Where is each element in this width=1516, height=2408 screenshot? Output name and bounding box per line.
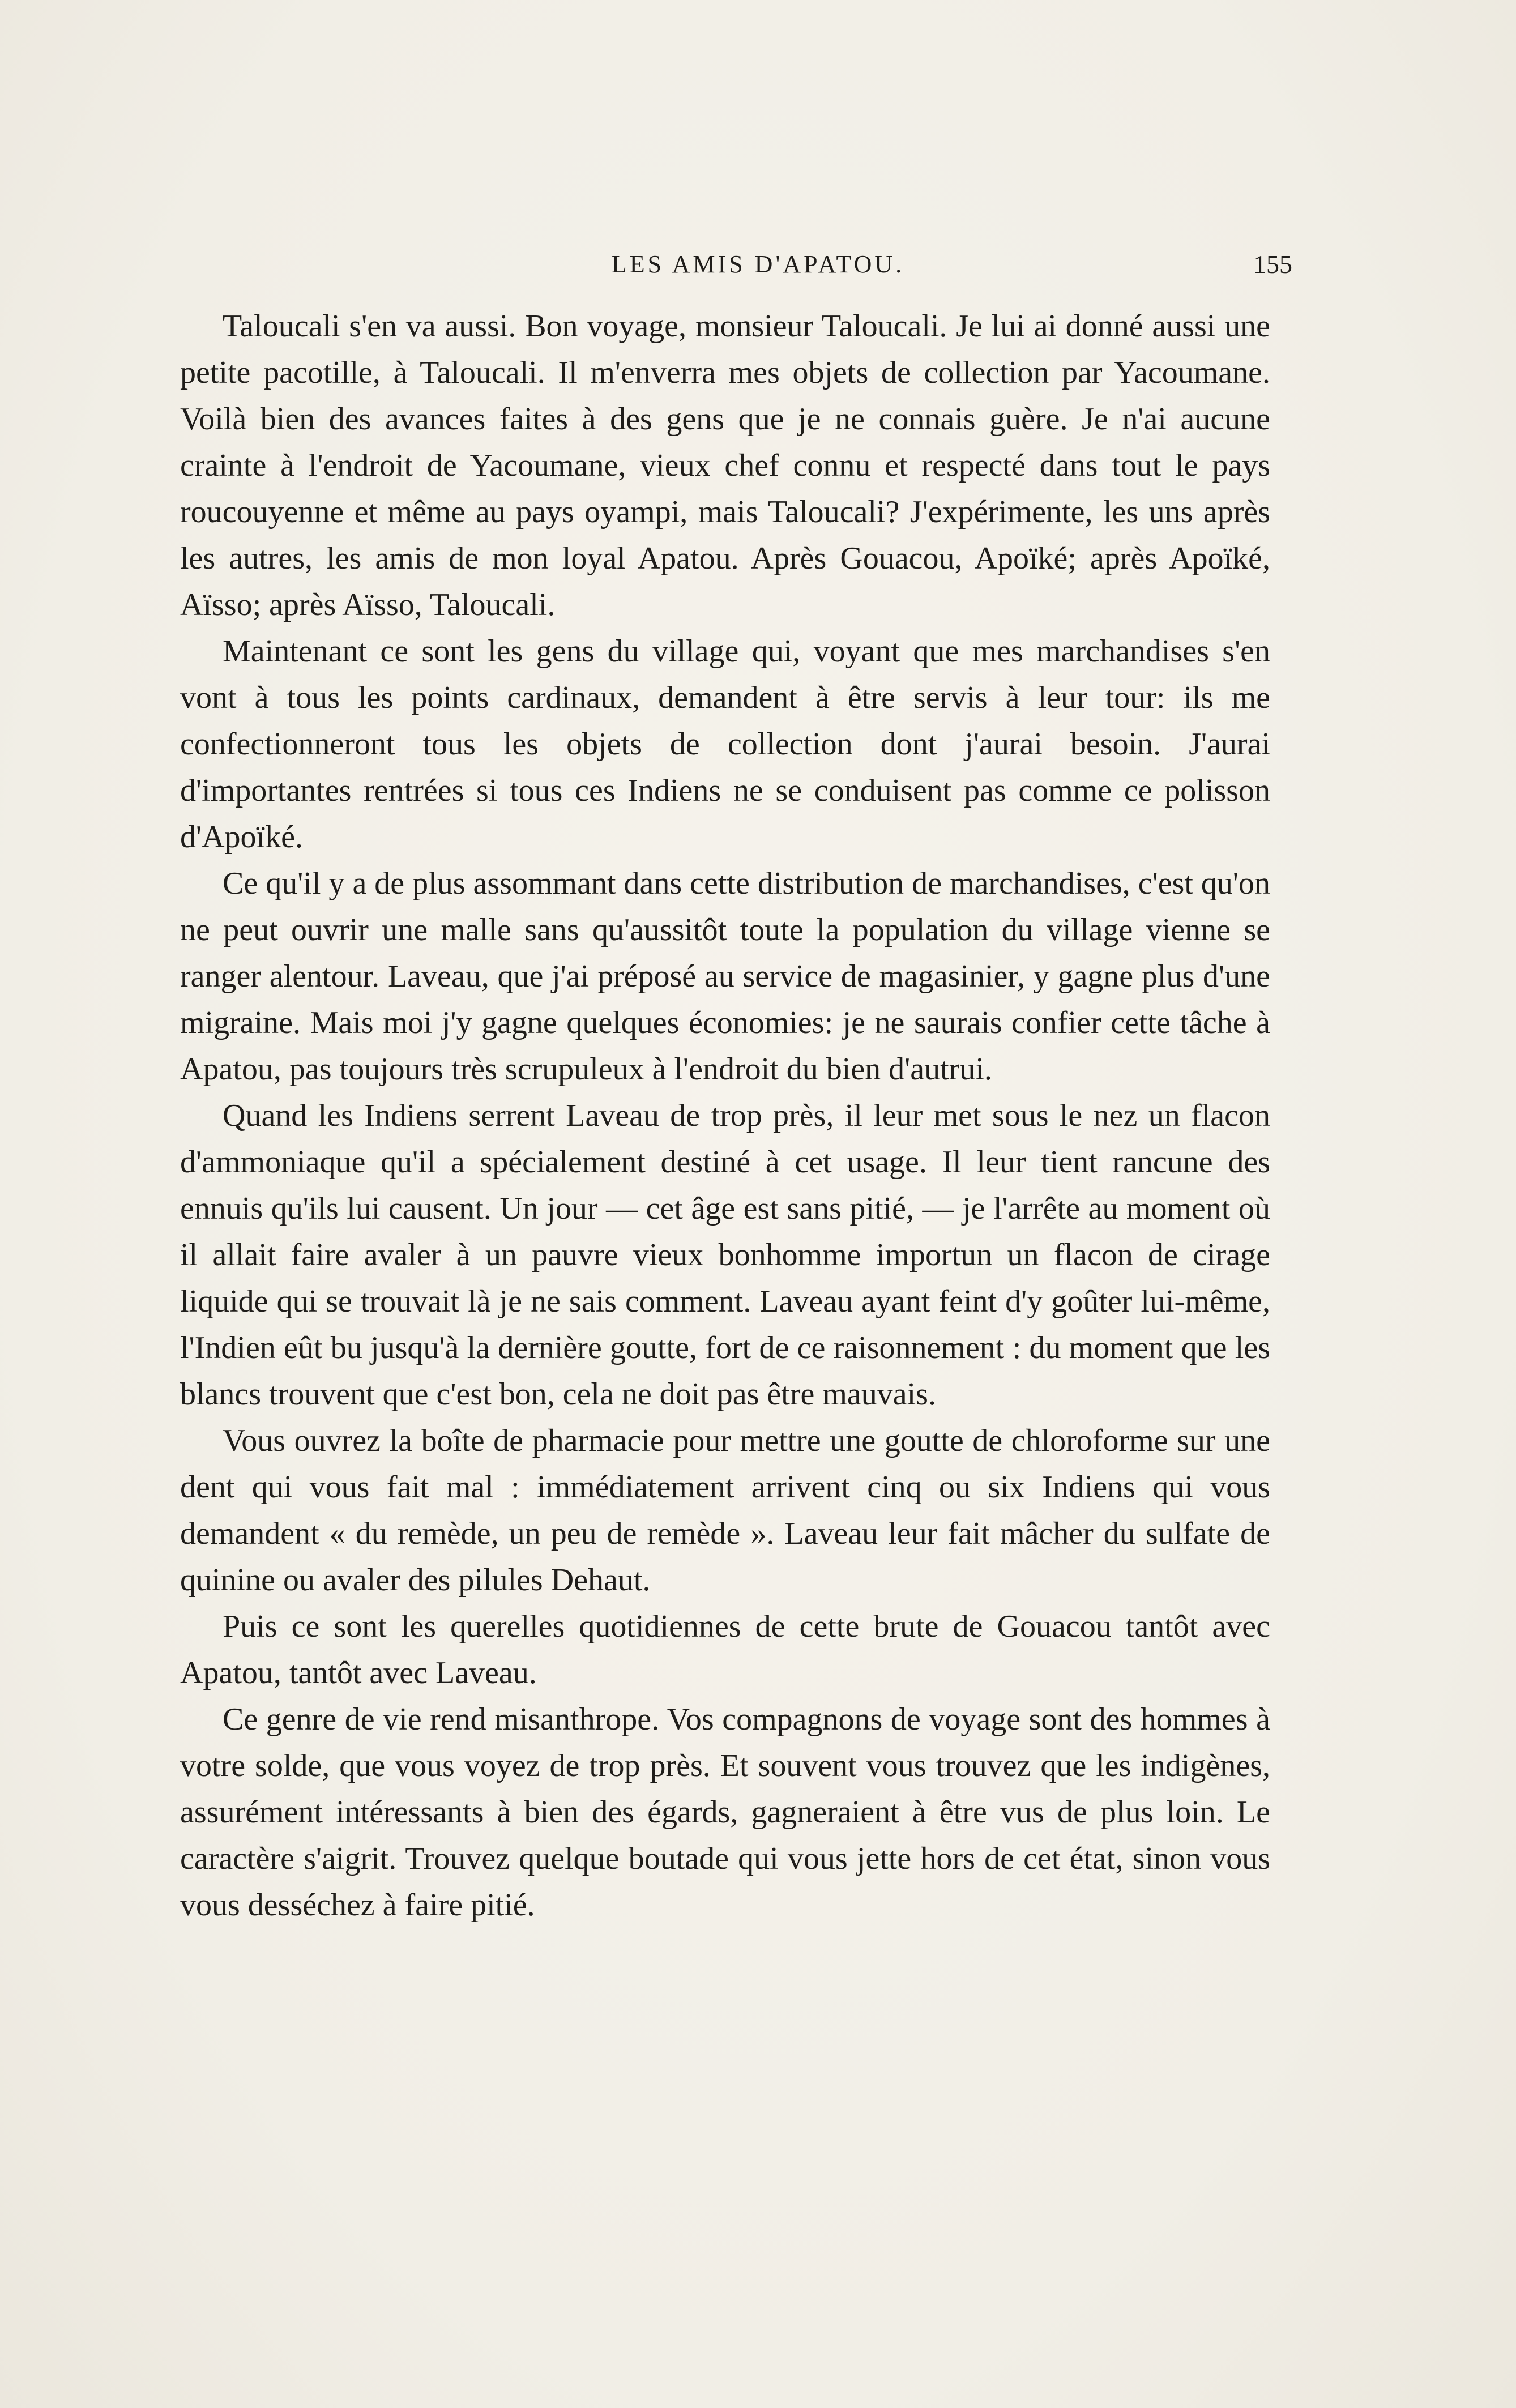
paragraph-3: Ce qu'il y a de plus assommant dans cette distribution de marchandises, c'est qu'on ne peut ouvrir une malle sans qu'aussitôt toute la population du village vienne se ranger alentour. Laveau, que j'ai préposé au service de magasinier, y gagne plus d'une migraine. Mais moi j'y gagne quelques économies: je ne saurais confier cette tâche à Apatou, pas toujours très scrupuleux à l'endroit du bien d'autrui. [180, 866, 1270, 1087]
running-title: LES AMIS D'APATOU. [611, 250, 905, 278]
paragraph-7: Ce genre de vie rend misanthrope. Vos compagnons de voyage sont des hommes à votre solde, que vous voyez de trop près. Et souvent vous trouvez que les indigènes, assurément intéressants à bien des égards, gagneraient à être vus de plus loin. Le caractère s'aigrit. Trouvez quelque boutade qui vous jette hors de cet état, sinon vous vous desséchez à faire pitié. [180, 1702, 1270, 1923]
paragraph-1: Taloucali s'en va aussi. Bon voyage, monsieur Taloucali. Je lui ai donné aussi une petite pacotille, à Taloucali. Il m'enverra mes objets de collection par Yacoumane. Voilà bien des avances faites à des gens que je ne connais guère. Je n'ai aucune crainte à l'endroit de Yacoumane, vieux chef connu et respecté dans tout le pays roucouyenne et même au pays oyampi, mais Taloucali? J'expérimente, les uns après les autres, les amis de mon loyal Apatou. Après Gouacou, Apoïké; après Apoïké, Aïsso; après Aïsso, Taloucali. [180, 309, 1270, 622]
paragraph-5: Vous ouvrez la boîte de pharmacie pour mettre une goutte de chloroforme sur une dent qui vous fait mal : immédiatement arrivent cinq ou six Indiens qui vous demandent « du remède, un peu de remède ». Laveau leur fait mâcher du sulfate de quinine ou avaler des pilules Dehaut. [180, 1423, 1270, 1598]
paragraph-4: Quand les Indiens serrent Laveau de trop près, il leur met sous le nez un flacon d'ammoniaque qu'il a spécialement destiné à cet usage. Il leur tient rancune des ennuis qu'ils lui causent. Un jour — cet âge est sans pitié, — je l'arrête au moment où il allait faire avaler à un pauvre vieux bonhomme importun un flacon de cirage liquide qui se trouvait là je ne sais comment. Laveau ayant feint d'y goûter lui-même, l'Indien eût bu jusqu'à la dernière goutte, fort de ce raisonnement : du moment que les blancs trouvent que c'est bon, cela ne doit pas être mauvais. [180, 1098, 1270, 1412]
paragraph-2: Maintenant ce sont les gens du village qui, voyant que mes marchandises s'en vont à tous les points cardinaux, demandent à être servis à leur tour: ils me confectionneront tous les objets de collection dont j'aurai besoin. J'aurai d'importantes rentrées si tous ces Indiens ne se conduisent pas comme ce polisson d'Apoïké. [180, 634, 1270, 855]
page-number: 155 [1253, 250, 1292, 279]
running-head [0, 245, 1516, 284]
body-text [180, 303, 1270, 1928]
paragraph-6: Puis ce sont les querelles quotidiennes de cette brute de Gouacou tantôt avec Apatou, tantôt avec Laveau. [180, 1609, 1270, 1690]
